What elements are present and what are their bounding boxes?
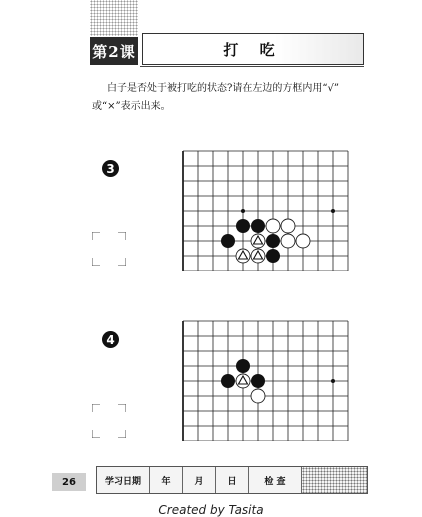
year-label: 年 <box>150 467 183 493</box>
white-stone <box>296 234 310 248</box>
problem-number-4: 4 <box>102 331 119 348</box>
page-number: 26 <box>52 473 86 491</box>
black-stone <box>236 359 250 373</box>
day-label: 日 <box>216 467 249 493</box>
check-label: 检 查 <box>249 467 302 493</box>
problem-number-3: 3 <box>102 160 119 177</box>
black-stone <box>221 234 235 248</box>
credit-text: Created by Tasita <box>158 503 264 517</box>
white-stone <box>281 219 295 233</box>
footer-study-bar <box>96 466 368 494</box>
answer-box-3[interactable] <box>92 232 126 266</box>
instruction-line-2: 或“×”表示出来。 <box>92 101 171 112</box>
title-underline <box>140 66 364 67</box>
header-dot-pattern <box>90 0 138 36</box>
white-stone <box>281 234 295 248</box>
study-date-label: 学习日期 <box>97 467 150 493</box>
instruction-line-1: 白子是否处于被打吃的状态?请在左边的方框内用“√” <box>107 83 339 94</box>
lesson-label: 第2课 <box>90 37 138 65</box>
star-point <box>331 379 335 383</box>
black-stone <box>266 234 280 248</box>
footer-dot-pattern <box>302 467 367 493</box>
black-stone <box>221 374 235 388</box>
go-board-3 <box>180 150 360 271</box>
black-stone <box>266 249 280 263</box>
black-stone <box>251 219 265 233</box>
white-stone <box>266 219 280 233</box>
black-stone <box>251 374 265 388</box>
black-stone <box>236 219 250 233</box>
month-label: 月 <box>183 467 216 493</box>
answer-box-4[interactable] <box>92 404 126 438</box>
white-stone <box>251 389 265 403</box>
star-point <box>331 209 335 213</box>
page-title: 打 吃 <box>142 33 364 65</box>
star-point <box>241 209 245 213</box>
go-board-4 <box>180 320 360 441</box>
